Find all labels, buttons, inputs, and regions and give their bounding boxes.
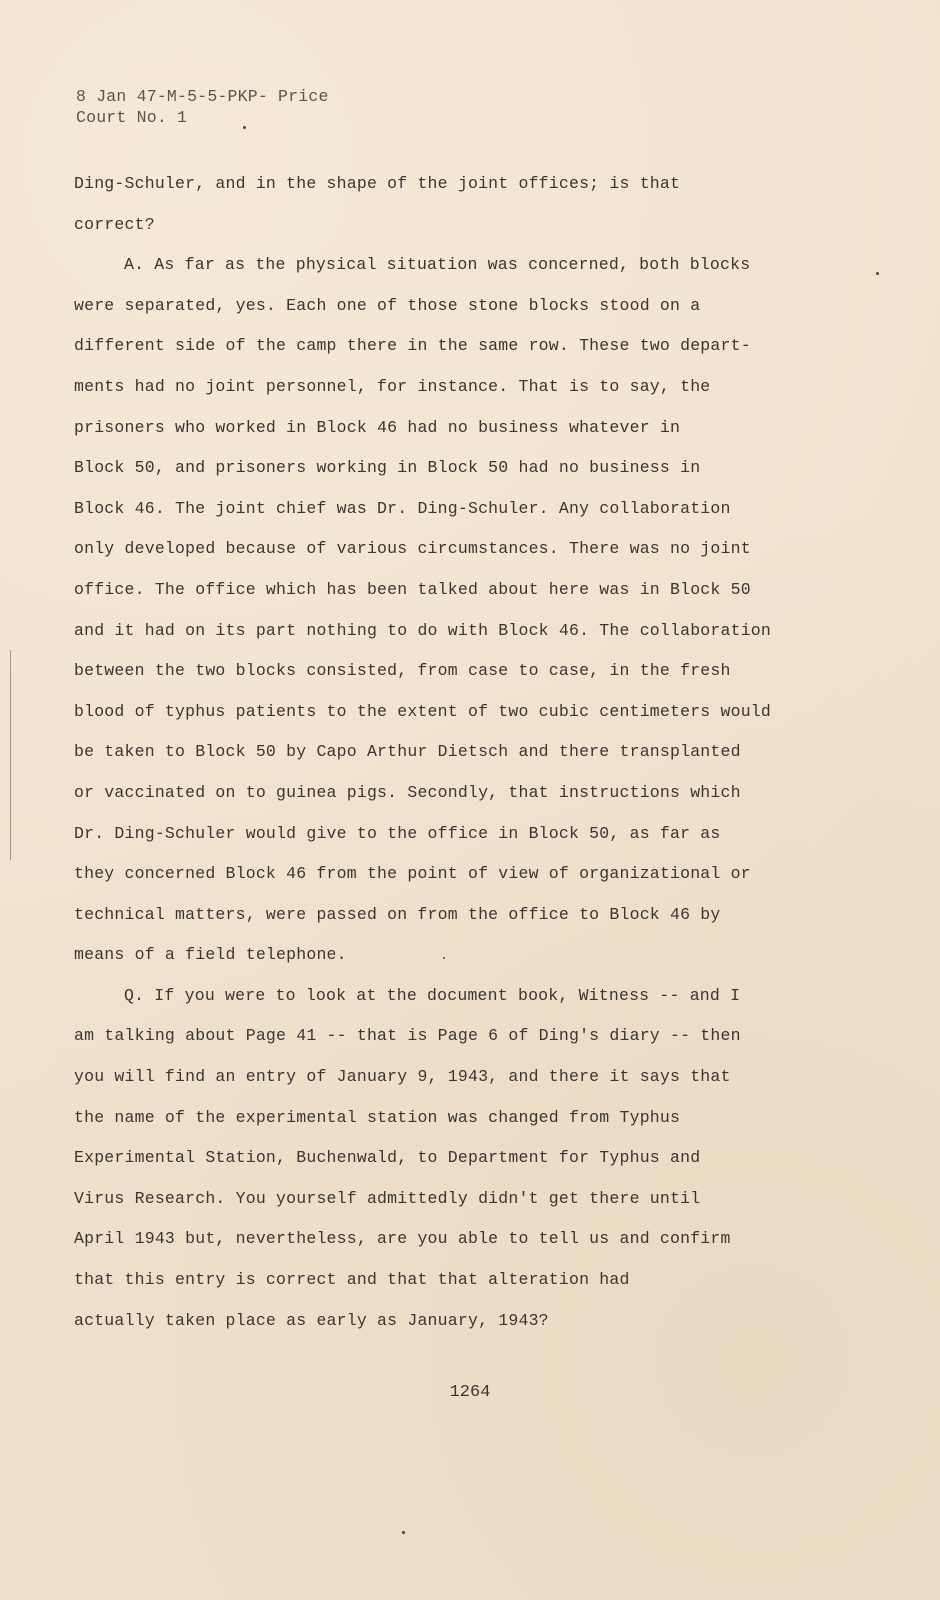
transcript-line: only developed because of various circumstances. There was no joint [74,539,751,559]
transcript-line: A. As far as the physical situation was concerned, both blocks [124,255,751,275]
paper-edge-mark [10,650,17,860]
transcript-line: they concerned Block 46 from the point of view of organizational or [74,864,751,884]
paper-speck [402,1531,405,1534]
document-header [76,86,329,128]
paper-speck [243,126,246,129]
transcript-line: Block 50, and prisoners working in Block 50 had no business in [74,458,701,478]
transcript-line: Block 46. The joint chief was Dr. Ding-Schuler. Any collaboration [74,498,731,518]
transcript-line: correct? [74,214,155,234]
transcript-line: the name of the experimental station was changed from Typhus [74,1107,681,1127]
transcript-line: between the two blocks consisted, from case to case, in the fresh [74,661,731,681]
transcript-line: were separated, yes. Each one of those stone blocks stood on a [74,295,701,315]
transcript-line: you will find an entry of January 9, 1943, and there it says that [74,1067,731,1087]
transcript-line: or vaccinated on to guinea pigs. Secondly, that instructions which [74,782,741,802]
header-date-line: 8 Jan 47-M-5-5-PKP- Price [76,87,329,106]
transcript-line: prisoners who worked in Block 46 had no business whatever in [74,417,681,437]
transcript-line: actually taken place as early as January, 1943? [74,1310,549,1330]
transcript-line: April 1943 but, nevertheless, are you able to tell us and confirm [74,1229,731,1249]
paper-speck [876,272,879,275]
transcript-line: be taken to Block 50 by Capo Arthur Dietsch and there transplanted [74,742,741,762]
transcript-body [74,164,794,1341]
transcript-line: am talking about Page 41 -- that is Page 6 of Ding's diary -- then [74,1026,741,1046]
transcript-line: means of a field telephone. [74,945,347,965]
transcript-line: technical matters, were passed on from the office to Block 46 by [74,904,721,924]
header-court-line: Court No. 1 [76,108,188,127]
transcript-line: different side of the camp there in the same row. These two depart- [74,336,751,356]
transcript-line: Ding-Schuler, and in the shape of the joint offices; is that [74,174,681,193]
transcript-line: Dr. Ding-Schuler would give to the office in Block 50, as far as [74,823,721,843]
transcript-line: Q. If you were to look at the document book, Witness -- and I [124,985,741,1005]
transcript-line: Virus Research. You yourself admittedly didn't get there until [74,1188,701,1208]
paper-speck [443,957,445,959]
transcript-line: office. The office which has been talked about here was in Block 50 [74,579,751,599]
page-number: 1264 [449,1383,491,1402]
transcript-line: Experimental Station, Buchenwald, to Department for Typhus and [74,1148,701,1168]
transcript-line: blood of typhus patients to the extent of two cubic centimeters would [74,701,772,721]
transcript-line: that this entry is correct and that that alteration had [74,1270,630,1290]
transcript-line: ments had no joint personnel, for instance. That is to say, the [74,376,711,396]
transcript-line: and it had on its part nothing to do with Block 46. The collaboration [74,620,772,640]
